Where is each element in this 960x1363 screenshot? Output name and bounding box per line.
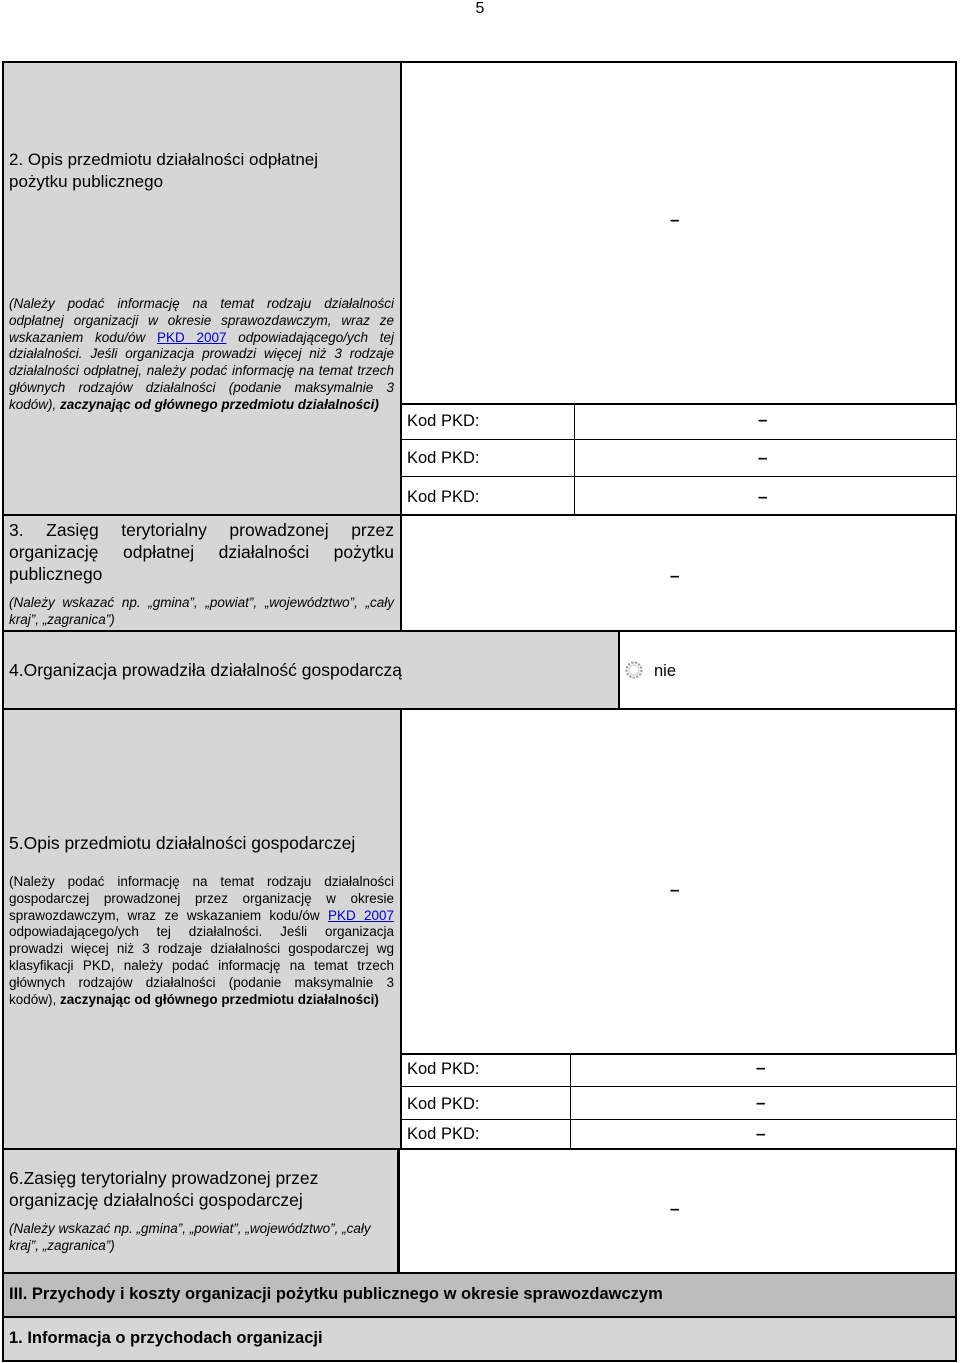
section5-kod-value-2[interactable]: – — [756, 1093, 766, 1112]
section5-kod-label-2: Kod PKD: — [407, 1095, 480, 1113]
section2-kod-divider — [574, 403, 575, 516]
section-III-title: III. Przychody i koszty organizacji pożytku publicznego w okresie sprawozdawczym — [9, 1285, 663, 1303]
section6-note: (Należy wskazać np. „gmina”, „powiat”, „województwo”, „cały kraj”, „zagranica”) — [9, 1221, 371, 1253]
section2-kod-row-3 — [400, 476, 957, 516]
section5-kod-value-1[interactable]: – — [756, 1058, 766, 1077]
section2-value-cell[interactable] — [400, 61, 957, 405]
section4-title: 4.Organizacja prowadziła działalność gospodarczą — [9, 660, 402, 680]
section5-kod-row-2 — [400, 1086, 957, 1120]
section5-kod-value-3[interactable]: – — [756, 1124, 766, 1143]
section2-kod-value-1[interactable]: – — [758, 410, 768, 429]
section6-value: – — [670, 1199, 680, 1218]
section-1-title: 1. Informacja o przychodach organizacji — [9, 1329, 323, 1347]
section5-title: 5.Opis przedmiotu działalności gospodarczej — [9, 833, 356, 853]
section5-kod-row-1 — [400, 1053, 957, 1087]
section2-kod-value-2[interactable]: – — [758, 448, 768, 467]
section5-kod-row-3 — [400, 1119, 957, 1150]
section3-value: – — [670, 566, 680, 585]
pkd-link[interactable]: PKD 2007 — [156, 329, 227, 345]
radio-nie[interactable] — [624, 660, 644, 680]
section5-kod-divider — [570, 1053, 571, 1150]
section2-kod-label-2: Kod PKD: — [407, 449, 480, 467]
section2-note: (Należy podać informację na temat rodzaju działalności odpłatnej organizacji w okresie sprawozdawczym, wraz ze wskazaniem kodu/ów PKD 2007 odpowiadającego/ych tej działalności. Jeśli organizacja prowadzi więcej niż 3 rodzaje działalności odpłatnej, należy podać informację na temat trzech głównych rodzajów działalności (podanie maksymalnie 3 kodów), zaczynając od głównego przedmiotu działalności) — [9, 296, 395, 412]
section2-kod-label-3: Kod PKD: — [407, 488, 480, 506]
section5-kod-label-1: Kod PKD: — [407, 1060, 480, 1078]
section2-kod-value-3[interactable]: – — [758, 487, 768, 506]
section5-note: (Należy podać informację na temat rodzaju działalności gospodarczej prowadzonej przez organizację w okresie sprawozdawczym, wraz ze wskazaniem kodu/ów PKD 2007 odpowiadającego/ych tej działalności. Jeśli organizacja prowadzi więcej niż 3 rodzaje działalności gospodarczej wg klasyfikacji PKD, należy podać informację na temat trzech głównych rodzajów działalności (podanie maksymalnie 3 kodów), zaczynając od głównego przedmiotu działalności) — [9, 874, 394, 1007]
section6-title: 6.Zasięg terytorialny prowadzonej przez organizację działalności gospodarczej — [9, 1168, 319, 1210]
section2-title: 2. Opis przedmiotu działalności odpłatnej pożytku publicznego — [9, 150, 319, 191]
pkd-link-2[interactable]: PKD 2007 — [327, 907, 394, 923]
section5-value: – — [670, 880, 680, 899]
section2-label-cell — [2, 61, 402, 516]
section2-kod-row-2 — [400, 439, 957, 477]
radio-icon — [624, 660, 644, 680]
page-number: 5 — [475, 0, 485, 17]
section5-kod-label-3: Kod PKD: — [407, 1125, 480, 1143]
section2-value: – — [670, 210, 680, 229]
section2-kod-row-1 — [400, 403, 957, 440]
section2-kod-label-1: Kod PKD: — [407, 412, 480, 430]
section3-note: (Należy wskazać np. „gmina”, „powiat”, „województwo”, „cały kraj”, „zagranica”) — [9, 595, 394, 627]
radio-nie-label: nie — [654, 662, 677, 680]
section3-title: 3. Zasięg terytorialny prowadzonej przez organizację odpłatnej działalności pożytku publicznego — [9, 520, 394, 584]
